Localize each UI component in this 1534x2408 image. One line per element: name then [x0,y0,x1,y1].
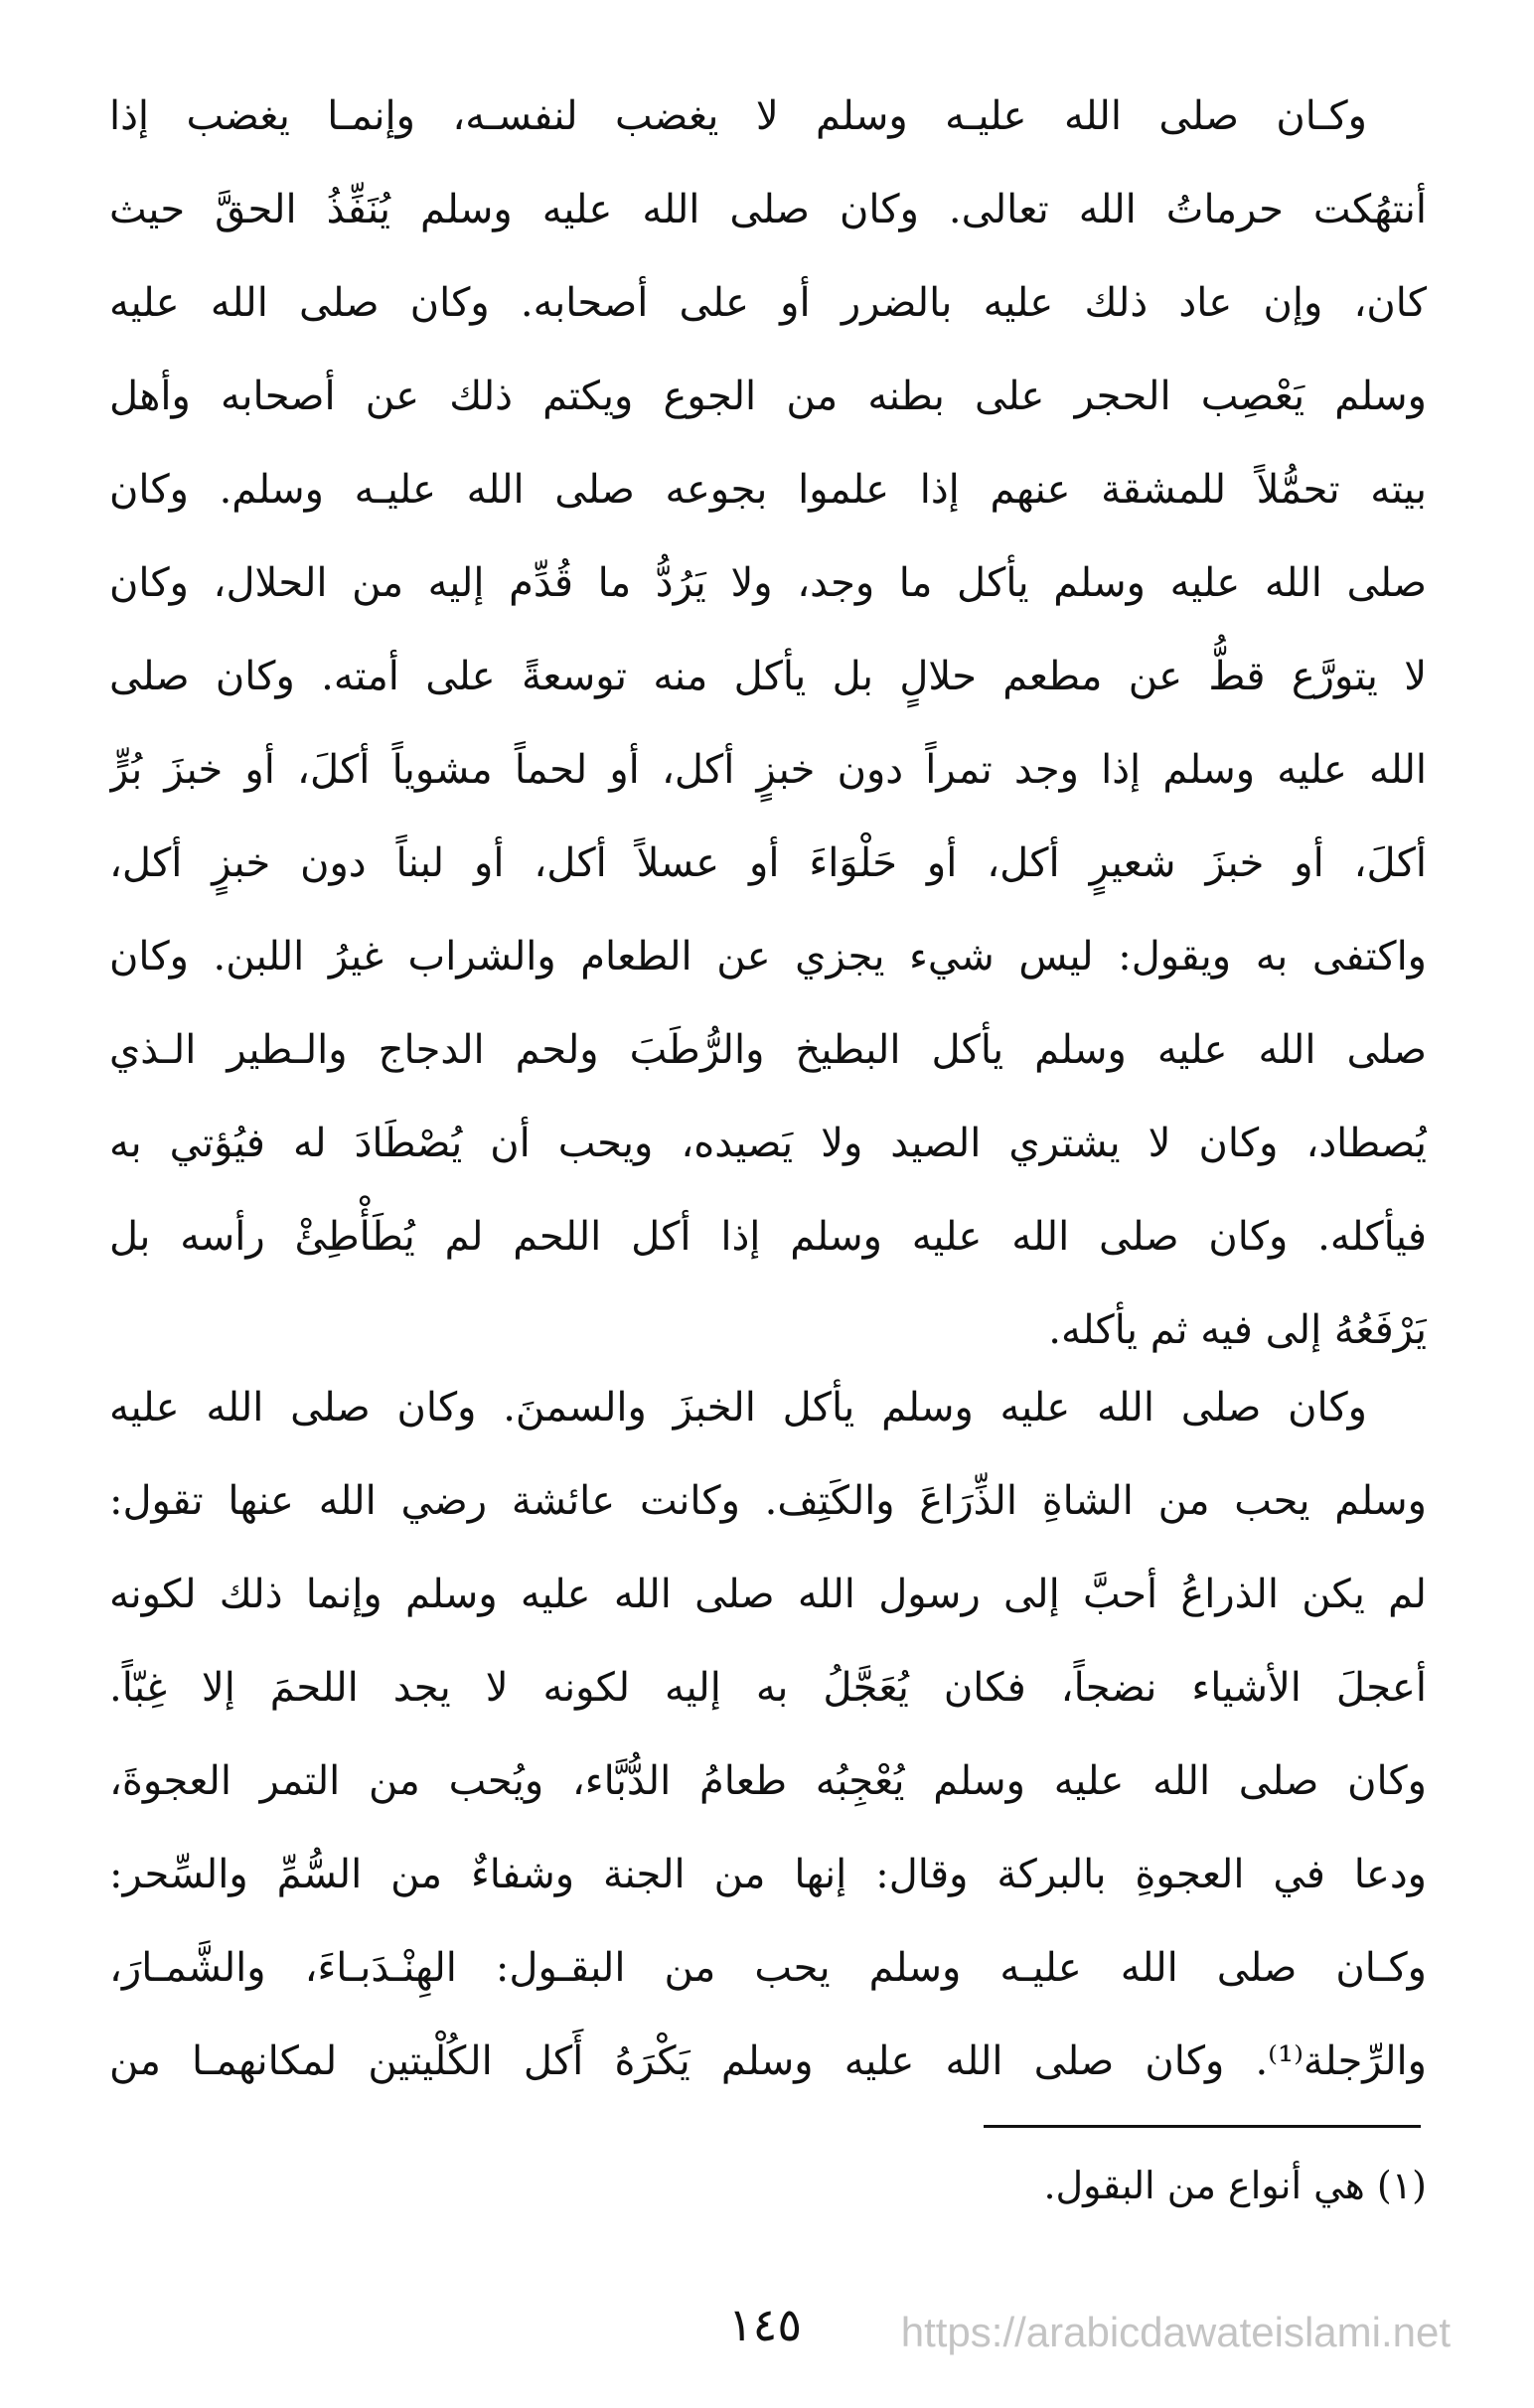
footnote: (١) هي أنواع من البقول. [1043,2164,1427,2207]
text-line: الله عليه وسلم إذا وجد تمراً دون خبزٍ أكل، أو لحماً مشوياً أكلَ، أو خبزَ بُرٍّ [109,747,1427,793]
text-line: واكتفى به ويقول: ليس شيء يجزي عن الطعام والشراب غيرُ اللبن. وكان [109,934,1427,979]
text-line: وكـان صلى الله عليـه وسلم لا يغضب لنفسـه، وإنمـا يغضب إذا [109,93,1367,139]
watermark-url: https://arabicdawateislami.net [900,2309,1451,2355]
paragraph-2 [109,1361,1427,2108]
text-line: وكـان صلى الله عليـه وسلم يحب من البقـول: الهِنْـدَبـاءَ، والشَّمـارَ، [109,1945,1427,1991]
page-number: ١٤٥ [727,2298,803,2351]
text-line: كان، وإن عاد ذلك عليه بالضرر أو على أصحابه. وكان صلى الله عليه [109,280,1427,326]
text-line: أنتهُكت حرماتُ الله تعالى. وكان صلى الله عليه وسلم يُنَفِّذُ الحقَّ حيث [109,187,1427,232]
text-line: وكان صلى الله عليه وسلم يأكل الخبزَ والسمنَ. وكان صلى الله عليه [109,1385,1367,1430]
text-line: صلى الله عليه وسلم يأكل البطيخ والرُّطَبَ ولحم الدجاج والـطير الـذي [109,1027,1427,1073]
text-line: فيأكله. وكان صلى الله عليه وسلم إذا أكل اللحم لم يُطَأْطِئْ رأسه بل [109,1214,1427,1260]
footnote-divider [984,2125,1421,2128]
text-line: والرِّجلة⁽¹⁾. وكان صلى الله عليه وسلم يَكْرَهُ أَكل الكُلْيتين لمكانهمـا من [109,2038,1427,2084]
text-line: يَرْفَعُهُ إلى فيه ثم يأكله. [1048,1307,1427,1353]
text-line: صلى الله عليه وسلم يأكل ما وجد، ولا يَرُدُّ ما قُدِّم إليه من الحلال، وكان [109,560,1427,606]
text-line: بيته تحمُّلاً للمشقة عنهم إذا علموا بجوعه صلى الله عليـه وسلم. وكان [109,467,1427,513]
text-line: لا يتورَّع قطُّ عن مطعم حلالٍ بل يأكل منه توسعةً على أمته. وكان صلى [109,654,1427,699]
text-line: لم يكن الذراعُ أحبَّ إلى رسول الله صلى الله عليه وسلم وإنما ذلك لكونه [109,1572,1427,1617]
text-line: وسلم يحب من الشاةِ الذِّرَاعَ والكَتِف. وكانت عائشة رضي الله عنها تقول: [109,1478,1427,1524]
paragraph-1 [109,70,1427,1377]
text-line: أعجلَ الأشياء نضجاً، فكان يُعَجَّلُ به إليه لكونه لا يجد اللحمَ إلا غِبّاً. [109,1665,1427,1711]
text-line: وسلم يَعْصِب الحجر على بطنه من الجوع ويكتم ذلك عن أصحابه وأهل [109,374,1427,419]
text-line: وكان صلى الله عليه وسلم يُعْجِبُه طعامُ الدُّبَّاء، ويُحب من التمر العجوةَ، [109,1758,1427,1804]
text-line: ودعا في العجوةِ بالبركة وقال: إنها من الجنة وشفاءٌ من السُّمِّ والسِّحر: [109,1852,1427,1897]
text-line: أكلَ، أو خبزَ شعيرٍ أكل، أو حَلْوَاءَ أو عسلاً أكل، أو لبناً دون خبزٍ أكل، [109,840,1427,886]
text-line: يُصطاد، وكان لا يشتري الصيد ولا يَصيده، ويحب أن يُصْطَادَ له فيُؤتي به [109,1121,1427,1166]
